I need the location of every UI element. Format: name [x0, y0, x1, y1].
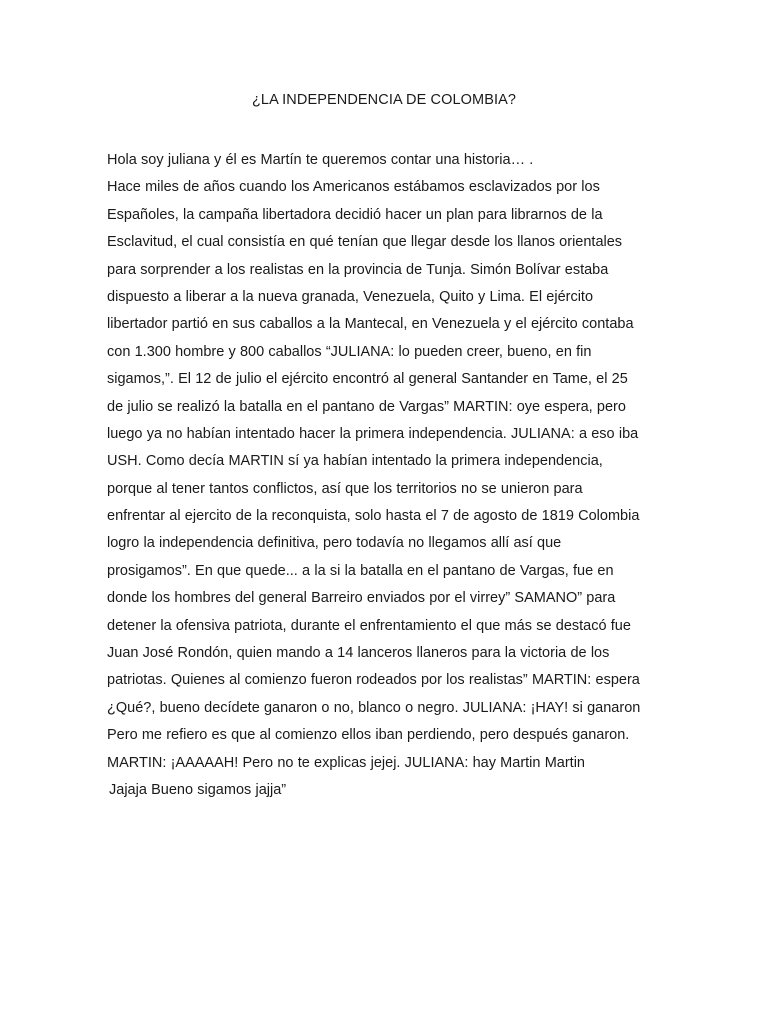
body-line: dispuesto a liberar a la nueva granada, Venezuela, Quito y Lima. El ejército [107, 288, 594, 305]
body-line: USH. Como decía MARTIN sí ya habían intentado la primera independencia, [107, 453, 603, 470]
body-line: porque al tener tantos conflictos, así que los territorios no se unieron para [107, 480, 583, 497]
body-line: patriotas. Quienes al comienzo fueron rodeados por los realistas” MARTIN: espera [107, 672, 640, 689]
body-line: sigamos,”. El 12 de julio el ejército encontró al general Santander en Tame, el 25 [107, 371, 628, 388]
body-line: de julio se realizó la batalla en el pantano de Vargas” MARTIN: oye espera, pero [107, 398, 626, 415]
document-title: ¿LA INDEPENDENCIA DE COLOMBIA? [251, 92, 517, 108]
body-line: Juan José Rondón, quien mando a 14 lanceros llaneros para la victoria de los [107, 645, 610, 662]
body-line: luego ya no habían intentado hacer la primera independencia. JULIANA: a eso iba [107, 425, 639, 442]
body-line: Jajaja Bueno sigamos jajja” [109, 781, 287, 798]
body-line: libertador partió en sus caballos a la Mantecal, en Venezuela y el ejército contaba [107, 316, 634, 333]
document-body [107, 147, 667, 804]
body-line: prosigamos”. En que quede... a la si la batalla en el pantano de Vargas, fue en [107, 562, 614, 579]
body-line: Pero me refiero es que al comienzo ellos iban perdiendo, pero después ganaron. [107, 727, 630, 744]
body-line: Esclavitud, el cual consistía en qué tenían que llegar desde los llanos orientales [107, 234, 623, 251]
body-line: Hola soy juliana y él es Martín te queremos contar una historia… . [107, 152, 534, 168]
body-line: MARTIN: ¡AAAAAH! Pero no te explicas jejej. JULIANA: hay Martin Martin [107, 754, 585, 771]
body-line: logro la independencia definitiva, pero todavía no llegamos allí así que [107, 535, 562, 552]
body-line: para sorprender a los realistas en la provincia de Tunja. Simón Bolívar estaba [107, 261, 609, 278]
body-line: enfrentar al ejercito de la reconquista, solo hasta el 7 de agosto de 1819 Colombia [107, 508, 640, 525]
body-line: con 1.300 hombre y 800 caballos “JULIANA: lo pueden creer, bueno, en fin [107, 343, 592, 360]
body-line: donde los hombres del general Barreiro enviados por el virrey” SAMANO” para [107, 590, 616, 607]
body-line: Españoles, la campaña libertadora decidió hacer un plan para librarnos de la [107, 206, 603, 223]
body-line: detener la ofensiva patriota, durante el enfrentamiento el que más se destacó fue [107, 617, 631, 634]
body-line: ¿Qué?, bueno decídete ganaron o no, blanco o negro. JULIANA: ¡HAY! si ganaron [107, 699, 641, 716]
body-line: Hace miles de años cuando los Americanos estábamos esclavizados por los [107, 179, 600, 196]
